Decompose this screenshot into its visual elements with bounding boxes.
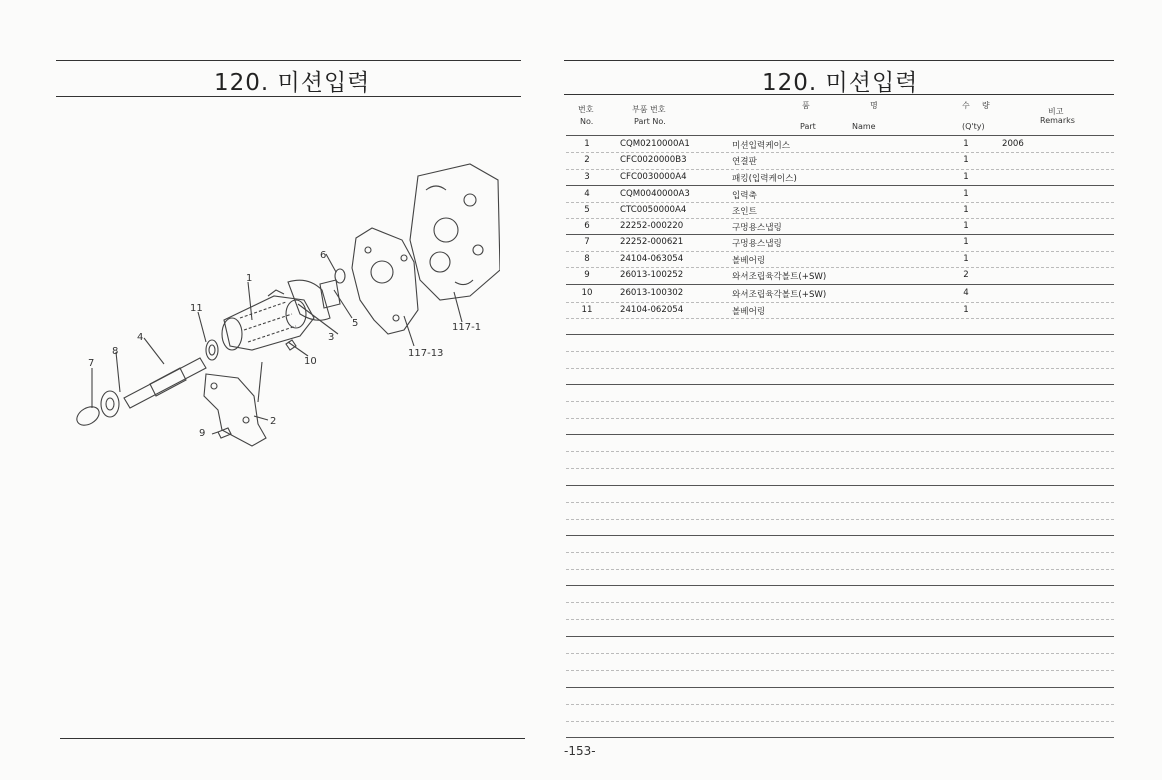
table-row [566,170,1114,186]
row-divider [566,619,1114,620]
row-divider [566,401,1114,402]
header-remarks-en: Remarks [1040,116,1075,125]
row-no: 8 [584,254,590,264]
header-qty-en: (Q'ty) [962,122,985,131]
callout-1: 1 [246,273,253,284]
table-row [566,252,1114,268]
page-number: -153- [564,744,596,758]
row-qty: 1 [963,205,969,215]
row-divider [566,468,1114,469]
table-row [566,187,1114,203]
row-divider [566,251,1114,252]
row-qty: 1 [963,172,969,182]
row-no: 5 [584,205,590,215]
row-no: 7 [584,237,590,247]
row-divider [566,569,1114,570]
row-no: 6 [584,221,590,231]
row-part-name: 볼베어링 [732,307,766,317]
row-divider [566,169,1114,170]
row-part-name: 구멍용스냅링 [732,239,782,249]
row-part-number: 24104-062054 [620,305,684,315]
row-part-number: CFC0030000A4 [620,172,687,182]
row-divider [566,585,1114,586]
row-divider [566,451,1114,452]
row-divider [566,284,1114,285]
row-part-number: 26013-100252 [620,270,684,280]
callout-4: 4 [137,332,144,343]
header-divider [566,135,1114,136]
row-divider [566,302,1114,303]
right-page-title: 120. 미션입력 [762,70,919,96]
input-shaft [124,358,206,408]
table-row [566,286,1114,302]
row-part-name: 볼베어링 [732,256,766,266]
table-row [566,219,1114,235]
row-no: 4 [584,189,590,199]
row-qty: 1 [963,139,969,149]
table-row [566,153,1114,169]
row-part-name: 패킹(입력케이스) [732,174,797,184]
row-qty: 1 [963,254,969,264]
row-divider [566,519,1114,520]
table-bottom-rule [566,737,1114,738]
row-divider [566,384,1114,385]
callout-3: 3 [328,332,335,343]
header-qty-ko-2: 량 [982,101,990,110]
row-divider [566,721,1114,722]
row-remarks: 2006 [1002,139,1024,149]
row-divider [566,653,1114,654]
row-part-number: 26013-100302 [620,288,684,298]
table-row [566,235,1114,251]
row-divider [566,218,1114,219]
header-remarks-ko: 비고 [1048,107,1064,116]
callout-5: 5 [352,318,359,329]
row-part-name: 조인트 [732,207,757,217]
row-qty: 1 [963,221,969,231]
row-divider [566,434,1114,435]
row-divider [566,636,1114,637]
header-name-en-2: Name [852,122,876,131]
header-no-en: No. [580,117,594,126]
row-divider [566,552,1114,553]
callout-117-13: 117-13 [408,348,444,359]
table-row [566,303,1114,319]
row-qty: 1 [963,305,969,315]
row-divider [566,687,1114,688]
row-divider [566,418,1114,419]
row-divider [566,334,1114,335]
table-row [566,268,1114,284]
row-divider [566,267,1114,268]
row-part-number: CQM0210000A1 [620,139,690,149]
table-row [566,203,1114,219]
row-qty: 2 [963,270,969,280]
row-divider [566,351,1114,352]
row-part-number: CTC0050000A4 [620,205,687,215]
row-divider [566,670,1114,671]
left-page [0,0,560,780]
callout-11: 11 [190,303,203,314]
row-divider [566,485,1114,486]
row-divider [566,234,1114,235]
callout-117-1: 117-1 [452,322,482,333]
right-title-rule [564,94,1114,95]
transmission-housing [410,164,500,300]
right-top-rule [564,60,1114,61]
row-divider [566,368,1114,369]
row-no: 3 [584,172,590,182]
header-name-en-1: Part [800,122,816,131]
callout-6: 6 [320,250,327,261]
row-no: 1 [584,139,590,149]
row-no: 2 [584,155,590,165]
row-qty: 1 [963,155,969,165]
row-part-name: 입력축 [732,191,757,201]
row-divider [566,185,1114,186]
callout-2: 2 [270,416,277,427]
row-part-name: 미션입력케이스 [732,141,791,151]
header-part-ko: 부품 번호 [632,105,666,114]
callout-8: 8 [112,346,119,357]
header-no-ko: 번호 [578,105,594,114]
exploded-parts-diagram [60,160,500,460]
page-title: 120. 미션입력 [214,70,371,96]
row-part-number: CQM0040000A3 [620,189,690,199]
callout-7: 7 [88,358,95,369]
header-name-ko-2: 명 [870,101,878,110]
header-name-ko-1: 품 [802,101,810,110]
row-divider [566,502,1114,503]
row-divider [566,318,1114,319]
callout-9: 9 [199,428,206,439]
input-case-cover [352,228,418,334]
row-divider [566,704,1114,705]
table-row [566,137,1114,153]
row-part-number: 22252-000220 [620,221,684,231]
row-no: 10 [581,288,593,298]
mission-input-case [222,290,314,350]
row-divider [566,152,1114,153]
row-part-number: 24104-063054 [620,254,684,264]
row-divider [566,202,1114,203]
row-qty: 1 [963,189,969,199]
row-no: 9 [584,270,590,280]
title-rule [56,96,521,97]
row-part-number: 22252-000621 [620,237,684,247]
callout-10: 10 [304,356,317,367]
row-divider [566,602,1114,603]
row-part-number: CFC0020000B3 [620,155,687,165]
top-rule [56,60,521,61]
row-part-name: 구멍용스냅링 [732,223,782,233]
row-part-name: 와셔조립육각볼트(+SW) [732,272,827,282]
bottom-rule [60,738,525,739]
header-part-en: Part No. [634,117,666,126]
header-qty-ko-1: 수 [962,101,970,110]
row-part-name: 와셔조립육각볼트(+SW) [732,290,827,300]
row-no: 11 [581,305,593,315]
row-part-name: 연결판 [732,157,757,167]
connecting-plate [204,374,266,446]
row-qty: 4 [963,288,969,298]
row-qty: 1 [963,237,969,247]
row-divider [566,535,1114,536]
